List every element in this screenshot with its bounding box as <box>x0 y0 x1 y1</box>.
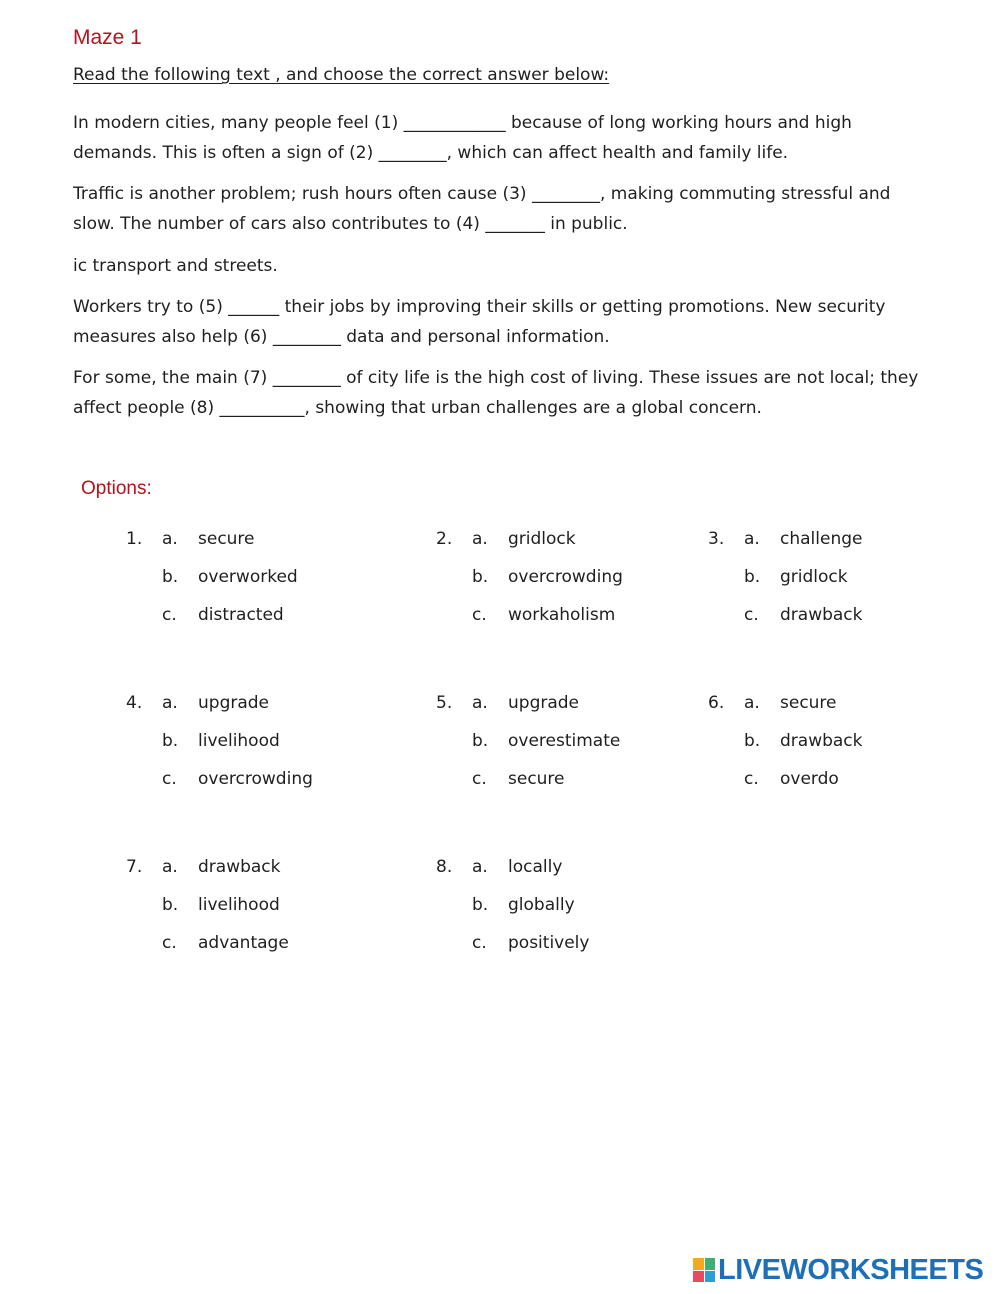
option-text: overcrowding <box>508 567 623 587</box>
question-3 <box>708 529 968 649</box>
question-number: 5. <box>436 693 453 713</box>
option-text: livelihood <box>198 895 280 915</box>
question-number: 4. <box>126 693 143 713</box>
option-letter: c. <box>162 769 177 789</box>
option-text: gridlock <box>780 567 848 587</box>
liveworksheets-logo[interactable] <box>693 1255 983 1285</box>
option-text: secure <box>780 693 837 713</box>
question-2 <box>436 529 696 649</box>
option-letter: a. <box>744 693 760 713</box>
option-letter: b. <box>472 895 489 915</box>
option-text: upgrade <box>508 693 580 713</box>
option-letter: b. <box>162 567 179 587</box>
paragraph-2: Traffic is another problem; rush hours often cause (3) ________, making commuting stressful and slow. The number of cars also contributes to (4) _______ in public. <box>73 184 891 234</box>
option-text: overcrowding <box>198 769 313 789</box>
option-letter: a. <box>472 529 488 549</box>
question-5 <box>436 693 696 813</box>
question-number: 1. <box>126 529 143 549</box>
option-text: gridlock <box>508 529 576 549</box>
option-text: distracted <box>198 605 284 625</box>
option-text: overestimate <box>508 731 621 751</box>
option-letter: a. <box>162 857 178 877</box>
option-text: secure <box>508 769 565 789</box>
logo-text: LIVEWORKSHEETS <box>718 1254 984 1286</box>
option-letter: b. <box>472 567 489 587</box>
paragraph-3: ic transport and streets. <box>73 256 278 276</box>
option-letter: a. <box>162 693 178 713</box>
question-number: 6. <box>708 693 725 713</box>
liveworksheets-logo-icon <box>693 1258 715 1282</box>
question-6 <box>708 693 968 813</box>
option-text: overworked <box>198 567 298 587</box>
paragraph-1: In modern cities, many people feel (1) ____________ because of long working hours and high demands. This is often a sign of (2) ________, which can affect health and family life. <box>73 113 852 163</box>
option-letter: c. <box>472 769 487 789</box>
question-1 <box>126 529 386 649</box>
options-heading: Options: <box>81 478 152 499</box>
option-text: globally <box>508 895 575 915</box>
question-8 <box>436 857 696 977</box>
option-text: upgrade <box>198 693 270 713</box>
option-letter: c. <box>472 605 487 625</box>
paragraph-5: For some, the main (7) ________ of city life is the high cost of living. These issues are not local; they affect people (8) __________, showing that urban challenges are a global concern. <box>73 368 919 418</box>
option-text: challenge <box>780 529 863 549</box>
option-letter: b. <box>744 731 761 751</box>
option-letter: a. <box>744 529 760 549</box>
paragraph-4: Workers try to (5) ______ their jobs by improving their skills or getting promotions. New security measures also help (6) ________ data and personal information. <box>73 297 886 347</box>
option-text: overdo <box>780 769 839 789</box>
option-letter: a. <box>162 529 178 549</box>
question-number: 8. <box>436 857 453 877</box>
question-number: 2. <box>436 529 453 549</box>
option-text: drawback <box>198 857 281 877</box>
question-4 <box>126 693 386 813</box>
option-letter: a. <box>472 693 488 713</box>
option-letter: c. <box>162 933 177 953</box>
question-number: 3. <box>708 529 725 549</box>
option-letter: c. <box>472 933 487 953</box>
option-letter: a. <box>472 857 488 877</box>
instruction-text: Read the following text , and choose the correct answer below: <box>73 65 610 85</box>
option-text: advantage <box>198 933 289 953</box>
option-letter: c. <box>744 769 759 789</box>
option-text: drawback <box>780 731 863 751</box>
worksheet-title: Maze 1 <box>73 26 142 49</box>
option-text: positively <box>508 933 590 953</box>
option-text: livelihood <box>198 731 280 751</box>
option-text: locally <box>508 857 563 877</box>
option-letter: b. <box>162 731 179 751</box>
option-text: secure <box>198 529 255 549</box>
option-letter: c. <box>162 605 177 625</box>
option-letter: b. <box>162 895 179 915</box>
option-text: workaholism <box>508 605 616 625</box>
option-text: drawback <box>780 605 863 625</box>
question-7 <box>126 857 386 977</box>
question-number: 7. <box>126 857 143 877</box>
option-letter: c. <box>744 605 759 625</box>
option-letter: b. <box>472 731 489 751</box>
option-letter: b. <box>744 567 761 587</box>
